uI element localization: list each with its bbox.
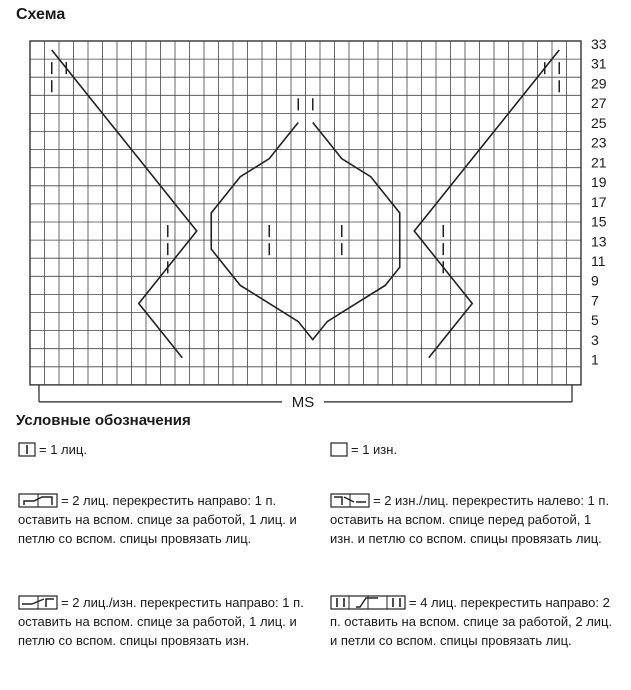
ms-label: MS xyxy=(291,393,315,410)
row-number-label: 11 xyxy=(591,253,606,270)
row-number-label: 13 xyxy=(591,233,607,250)
row-number-label: 27 xyxy=(591,95,607,112)
cross-right-knit-icon xyxy=(18,493,58,508)
legend-text-cross-4-right: = 4 лиц. перекрестить направо: 2 п. оставить на вспом. спице за работой, 2 лиц. и петли со вспом. спицы провязать лиц. xyxy=(330,595,613,648)
row-number-label: 29 xyxy=(591,75,607,92)
legend-text-cross-right-knit: = 2 лиц. перекрестить направо: 1 п. оставить на вспом. спице за работой, 1 лиц. и петлю со вспом. спицы провязать лиц. xyxy=(18,493,297,546)
legend-item-cross-right-purl xyxy=(18,593,308,650)
legend-item-cross-left-purl xyxy=(330,491,610,548)
row-number-label: 23 xyxy=(591,134,607,151)
row-number-label: 25 xyxy=(591,114,607,131)
legend-text-purl: = 1 изн. xyxy=(351,442,398,457)
legend-text-cross-right-purl: = 2 лиц./изн. перекрестить направо: 1 п. оставить на вспом. спице за работой, 1 лиц. и петлю со вспом. спицы провязать изн. xyxy=(18,595,304,648)
row-number-label: 17 xyxy=(591,193,607,210)
cross-4-right-icon xyxy=(330,595,406,610)
row-number-label: 9 xyxy=(591,272,599,289)
legend-text-knit: = 1 лиц. xyxy=(39,442,87,457)
legend-text-cross-left-purl: = 2 изн./лиц. перекрестить налево: 1 п. оставить на вспом. спице перед работой, 1 изн. и петлю со вспом. спицы провязать лиц. xyxy=(330,493,610,546)
row-number-label: 5 xyxy=(591,312,599,329)
legend-item-cross-4-right xyxy=(330,593,615,650)
row-number-label: 21 xyxy=(591,154,607,171)
purl-symbol-icon xyxy=(330,442,348,457)
row-number-label: 1 xyxy=(591,351,599,368)
legend-item-purl xyxy=(330,440,610,459)
legend-item-cross-right-knit xyxy=(18,491,308,548)
row-number-label: 15 xyxy=(591,213,607,230)
cross-left-purl-icon xyxy=(330,493,370,508)
chart-title: Схема xyxy=(16,6,66,23)
row-number-label: 7 xyxy=(591,292,599,309)
row-number-label: 31 xyxy=(591,55,607,72)
cross-right-purl-icon xyxy=(18,595,58,610)
row-number-label: 19 xyxy=(591,174,607,191)
row-number-label: 3 xyxy=(591,331,599,348)
knit-symbol-icon xyxy=(18,442,36,457)
legend-item-knit xyxy=(18,440,298,459)
row-number-label: 33 xyxy=(591,36,607,52)
legend-title: Условные обозначения xyxy=(16,412,191,429)
